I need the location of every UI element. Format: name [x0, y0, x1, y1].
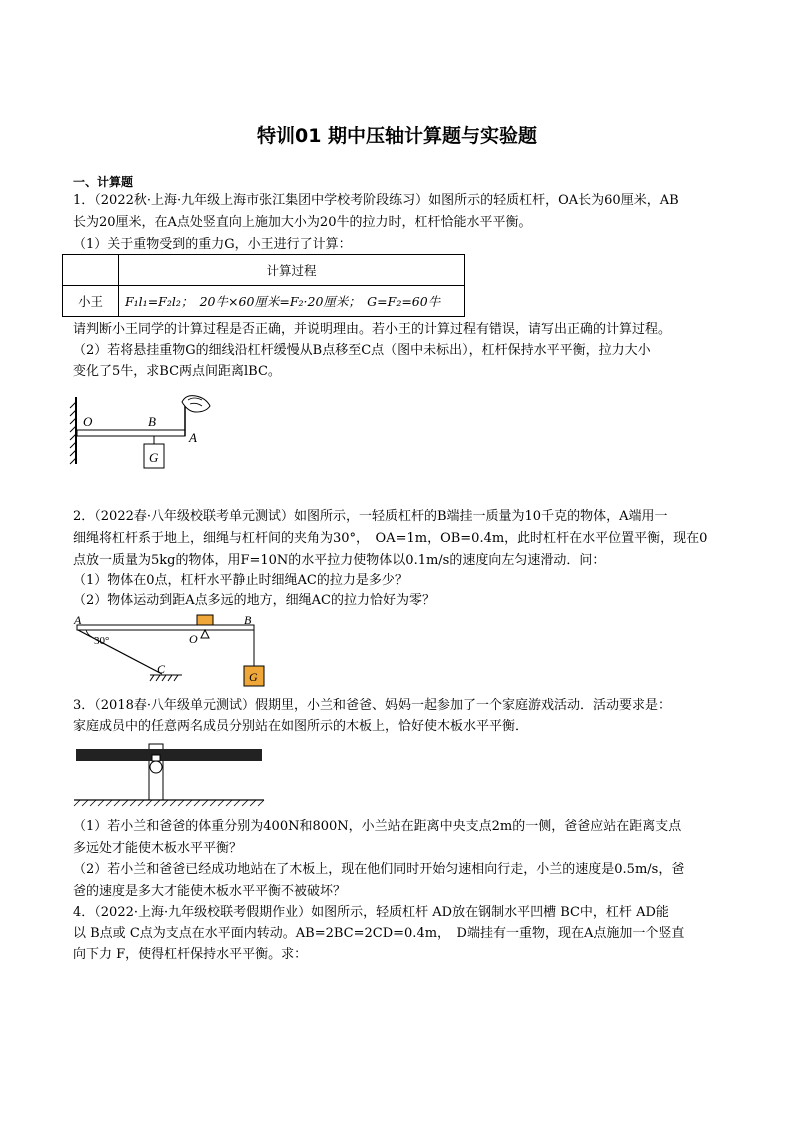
q3-line1: 3．（2018春·八年级单元测试）假期里，小兰和爸爸、妈妈一起参加了一个家庭游戏活动．活动要求是： — [73, 698, 671, 713]
label-B: B — [148, 414, 156, 429]
q1-sub2-line1: （2）若将悬挂重物G的细线沿杠杆缓慢从B点移至C点（图中未标出），杠杆保持水平平衡，拉力大小 — [73, 343, 651, 358]
q3-sub1-line1: （1）若小兰和爸爸的体重分别为400N和800N，小兰站在距离中央支点2m的一侧，爸爸应站在距离支点 — [73, 819, 682, 834]
label-G: G — [249, 670, 258, 684]
table-row — [63, 286, 465, 317]
q4-line2: 以 B点或 C点为支点在水平面内转动。AB=2BC=2CD=0.4m， D端挂有一重物，现在A点施加一个竖直 — [73, 926, 685, 941]
q1-after-table: 请判断小王同学的计算过程是否正确，并说明理由。若小王的计算过程有错误，请写出正确的计算过程。 — [73, 322, 672, 337]
q4-line3: 向下力 F，使得杠杆保持水平平衡。求： — [73, 947, 308, 962]
label-G: G — [149, 450, 159, 465]
q3-sub1-line2: 多远处才能使木板水平平衡？ — [73, 841, 243, 856]
q1-line1: 1．（2022秋·上海·九年级上海市张江集团中学校考阶段练习）如图所示的轻质杠杆，OA长为60厘米，AB — [73, 193, 679, 208]
q3-sub2-line1: （2）若小兰和爸爸已经成功地站在了木板上，现在他们同时开始匀速相向行走，小兰的速度是0.5m/s，爸 — [73, 862, 685, 877]
q1-sub1: （1）关于重物受到的重力G，小王进行了计算： — [73, 237, 352, 252]
label-B: B — [244, 613, 252, 627]
table-header: 计算过程 — [119, 255, 465, 286]
q3-line2: 家庭成员中的任意两名成员分别站在如图所示的木板上，恰好使木板水平平衡． — [73, 719, 529, 734]
page-title: 特训01 期中压轴计算题与实验题 — [256, 125, 538, 147]
q3-sub2-line2: 爸的速度是多大才能使木板水平平衡不被破坏？ — [73, 884, 347, 899]
label-A: A — [189, 430, 197, 445]
calculation-table — [62, 254, 465, 317]
q4-line1: 4．（2022·上海·九年级校联考假期作业）如图所示，轻质杠杆 AD放在钢制水平凹槽 BC中，杠杆 AD能 — [73, 905, 669, 920]
label-angle: 30° — [94, 635, 110, 647]
section-heading: 一、计算题 — [73, 175, 134, 189]
q1-line2: 长为20厘米，在A点处竖直向上施加大小为20牛的拉力时，杠杆恰能水平平衡。 — [73, 215, 532, 230]
table-row — [63, 255, 465, 286]
q2-line2: 细绳将杠杆系于地上，细绳与杠杆间的夹角为30°， OA=1m，OB=0.4m，此时杠杆在水平位置平衡，现在0 — [73, 531, 708, 546]
lever-figure-1 — [68, 392, 248, 502]
table-cell-name: 小王 — [63, 286, 119, 317]
seesaw-figure — [74, 742, 264, 812]
table-cell-empty — [63, 255, 119, 286]
label-O: O — [83, 414, 93, 429]
q1-sub2-line2: 变化了5牛，求BC两点间距离lBC。 — [73, 364, 281, 379]
label-O: O — [189, 632, 198, 646]
lever-figure-2 — [72, 612, 272, 692]
q2-sub2: （2）物体运动到距A点多远的地方，细绳AC的拉力恰好为零？ — [73, 593, 435, 608]
q2-line1: 2．（2022春·八年级校联考单元测试）如图所示，一轻质杠杆的B端挂一质量为10千克的物体，A端用一 — [73, 509, 668, 524]
q2-line3: 点放一质量为5kg的物体，用F=10N的水平拉力使物体以0.1m/s的速度向左匀速滑动．问： — [73, 553, 606, 568]
label-A: A — [74, 613, 82, 627]
label-C: C — [157, 662, 166, 676]
table-cell-formula: F₁l₁=F₂l₂； 20牛×60厘米=F₂·20厘米； G=F₂=60牛 — [119, 286, 465, 317]
q2-sub1: （1）物体在0点，杠杆水平静止时细绳AC的拉力是多少？ — [73, 573, 408, 588]
